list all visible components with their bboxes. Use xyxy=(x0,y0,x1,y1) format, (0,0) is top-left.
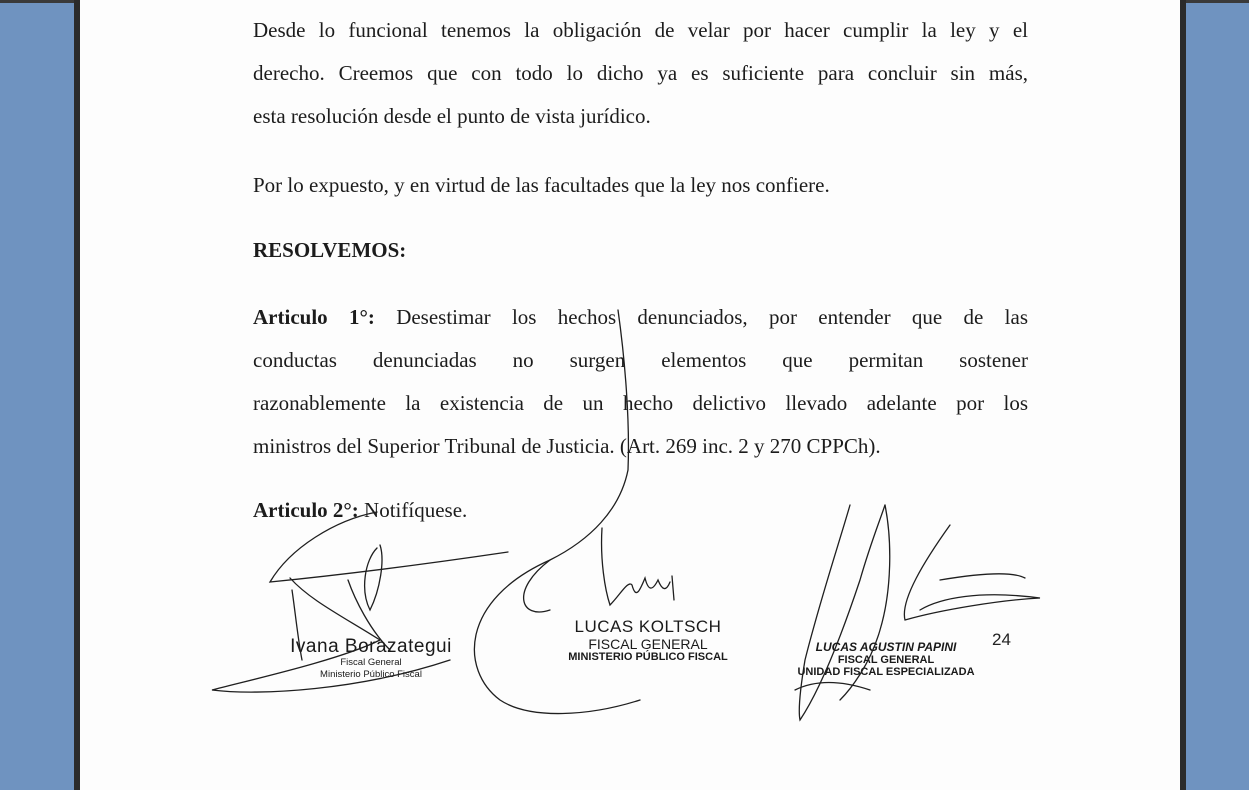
paragraph-2: Por lo expuesto, y en virtud de las facultades que la ley nos confiere. xyxy=(253,173,830,197)
signature-3-office: UNIDAD FISCAL ESPECIALIZADA xyxy=(797,666,975,678)
signature-1-stroke xyxy=(212,578,450,692)
signature-2-name: LUCAS KOLTSCH xyxy=(574,617,722,636)
paragraph-1-line-3: esta resolución desde el punto de vista jurídico. xyxy=(253,104,651,128)
signature-1-name: Ivana Borazategui xyxy=(290,636,452,657)
signature-2-stroke xyxy=(602,528,674,605)
signature-3-name: LUCAS AGUSTIN PAPINI xyxy=(815,640,957,654)
signature-1-office: Ministerio Público Fiscal xyxy=(320,669,422,680)
article-1-line-4: ministros del Superior Tribunal de Justicia. (Art. 269 inc. 2 y 270 CPPCh). xyxy=(253,434,881,458)
signature-2-title: FISCAL GENERAL xyxy=(588,636,708,652)
resolution-heading: RESOLVEMOS: xyxy=(253,238,407,262)
article-1-label: Articulo 1°: xyxy=(253,305,375,329)
page-number: 24 xyxy=(992,630,1011,649)
signature-3-stroke xyxy=(904,525,1040,620)
signature-2-stroke xyxy=(524,560,550,612)
signature-1-stroke xyxy=(348,545,390,650)
page-right-border xyxy=(1180,0,1186,790)
signature-1-title: Fiscal General xyxy=(340,657,402,668)
signature-3-stroke xyxy=(840,505,890,700)
handwritten-signatures xyxy=(80,0,1180,790)
paragraph-1-line-2: derecho. Creemos que con todo lo dicho ya es suficiente para concluir sin más, xyxy=(253,61,1028,85)
article-1-line-2: conductas denunciadas no surgen elementos que permitan sostener xyxy=(253,348,1028,372)
signature-2-stroke xyxy=(474,310,640,714)
article-1-line-3: razonablemente la existencia de un hecho delictivo llevado adelante por los xyxy=(253,391,1028,415)
paragraph-1-line-1: Desde lo funcional tenemos la obligación de velar por hacer cumplir la ley y el xyxy=(253,18,1028,42)
article-2-text: Notifíquese. xyxy=(364,498,468,522)
signature-3-title: FISCAL GENERAL xyxy=(837,654,935,666)
document-page xyxy=(80,0,1180,790)
article-2-label: Articulo 2°: xyxy=(253,498,359,522)
signature-3-stroke xyxy=(799,505,885,720)
signature-2-office: MINISTERIO PÚBLICO FISCAL xyxy=(568,651,728,663)
signature-1-stroke xyxy=(292,590,302,660)
signature-1-stroke xyxy=(270,512,508,582)
article-1-text: Desestimar los hechos denunciados, por entender que de las xyxy=(396,305,1028,329)
